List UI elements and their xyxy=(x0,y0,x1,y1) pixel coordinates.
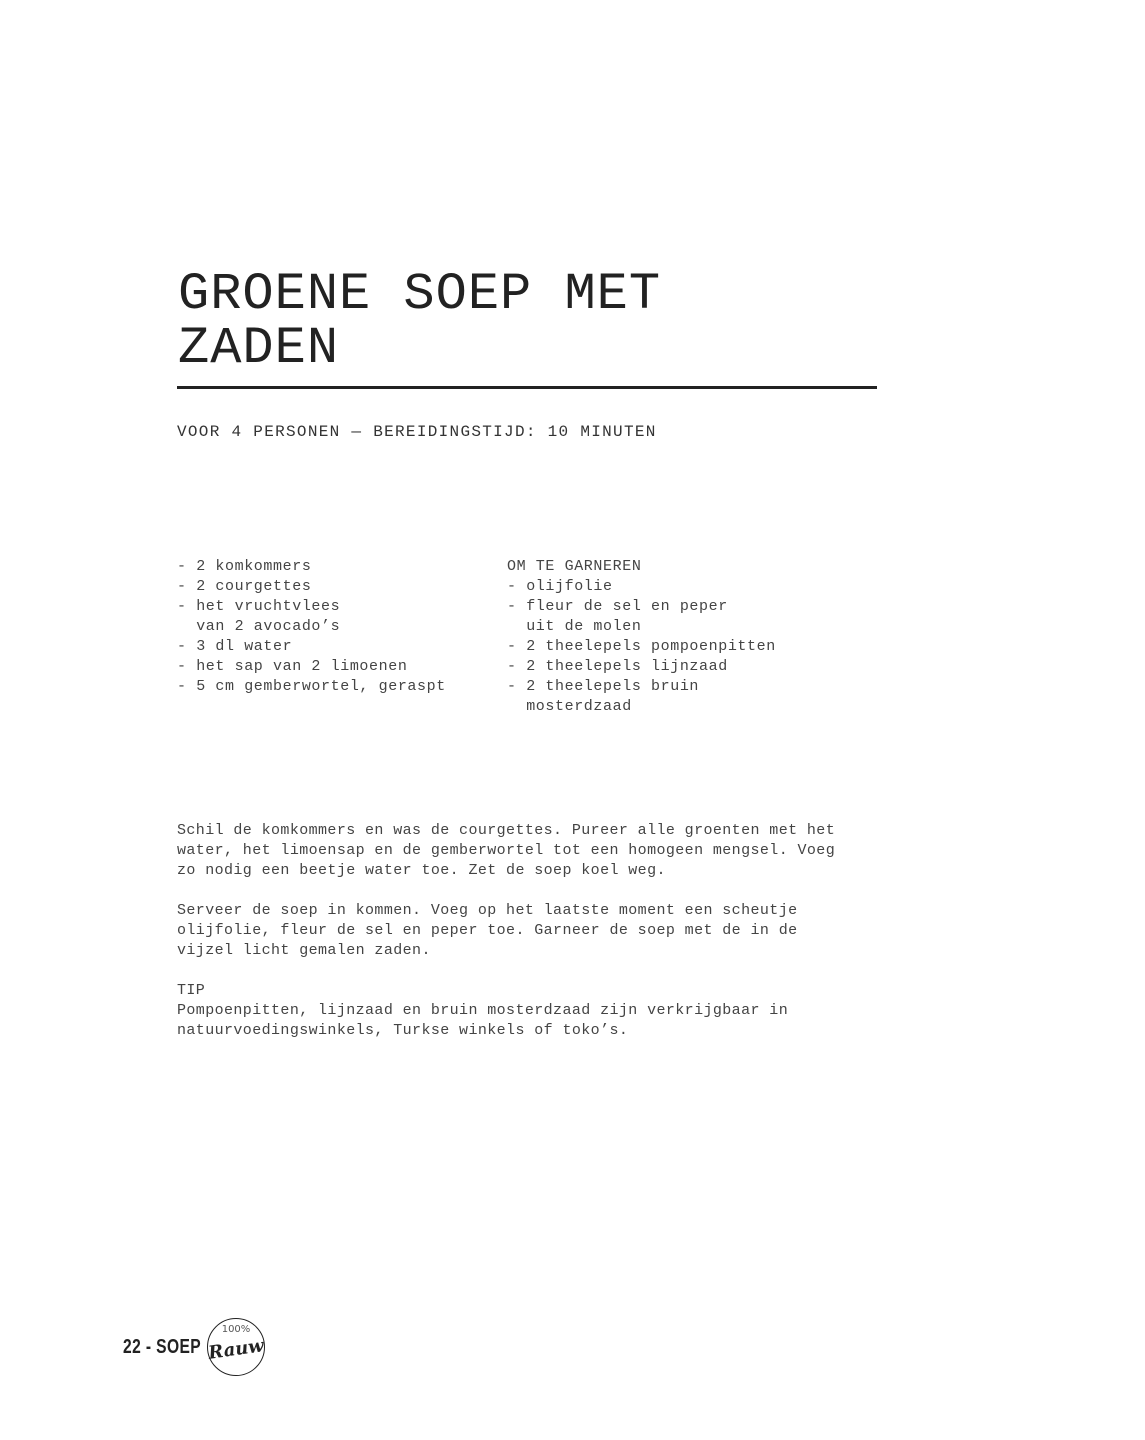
tip-text: Pompoenpitten, lijnzaad en bruin mosterdzaad zijn verkrijgbaar in natuurvoedingswinkels, Turkse winkels of toko’s. xyxy=(177,1002,789,1039)
garnish-list xyxy=(507,557,776,717)
page-footer xyxy=(123,1318,265,1376)
ingredient-item: - 5 cm gemberwortel, geraspt xyxy=(177,678,446,695)
garnish-heading: OM TE GARNEREN xyxy=(507,558,642,575)
garnish-item: - olijfolie xyxy=(507,578,613,595)
garnish-item: mosterdzaad xyxy=(507,698,632,715)
title-line-1: GROENE SOEP MET xyxy=(178,265,662,324)
garnish-item: - fleur de sel en peper xyxy=(507,598,728,615)
page-number-label: 22 - SOEP xyxy=(123,1335,202,1358)
garnish-item: - 2 theelepels bruin xyxy=(507,678,700,695)
title-line-2: ZADEN xyxy=(178,319,340,378)
ingredient-item: - 2 komkommers xyxy=(177,558,312,575)
rauw-logo-icon xyxy=(207,1318,265,1376)
instructions xyxy=(177,821,857,1061)
garnish-item: - 2 theelepels lijnzaad xyxy=(507,658,728,675)
ingredient-item: van 2 avocado’s xyxy=(177,618,341,635)
recipe-title xyxy=(178,265,878,378)
ingredient-item: - 3 dl water xyxy=(177,638,293,655)
instruction-paragraph: Schil de komkommers en was de courgettes. Pureer alle groenten met het water, het limoensap en de gemberwortel tot een homogeen mengsel. Voeg zo nodig een beetje water toe. Zet de soep koel weg. xyxy=(177,822,836,879)
logo-percent: 100% xyxy=(221,1324,251,1335)
ingredient-item: - het sap van 2 limoenen xyxy=(177,658,408,675)
ingredient-item: - 2 courgettes xyxy=(177,578,312,595)
ingredients-list xyxy=(177,557,446,697)
recipe-subtitle: VOOR 4 PERSONEN — BEREIDINGSTIJD: 10 MINUTEN xyxy=(177,423,657,441)
ingredient-item: - het vruchtvlees xyxy=(177,598,341,615)
title-divider xyxy=(177,386,877,389)
logo-brand: Rauw xyxy=(206,1335,266,1364)
tip-label: TIP xyxy=(177,982,206,999)
garnish-item: uit de molen xyxy=(507,618,642,635)
instruction-paragraph: Serveer de soep in kommen. Voeg op het laatste moment een scheutje olijfolie, fleur de sel en peper toe. Garneer de soep met de in de vijzel licht gemalen zaden. xyxy=(177,902,798,959)
garnish-item: - 2 theelepels pompoenpitten xyxy=(507,638,776,655)
